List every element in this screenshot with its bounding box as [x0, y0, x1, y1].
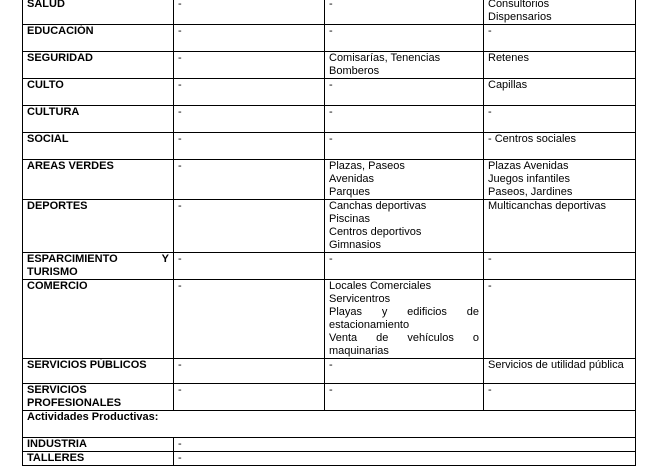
table-row: [23, 25, 636, 52]
value-cell-col2: [174, 359, 325, 384]
category-cell: [23, 52, 174, 79]
category-label: SALUD: [27, 0, 65, 10]
category-label: SERVICIOS PÚBLICOS: [27, 359, 147, 371]
category-cell: [23, 0, 174, 25]
value-cell-col4: [484, 133, 636, 160]
category-label: SOCIAL: [27, 133, 69, 145]
cell-line: Playas y edificios de: [329, 306, 479, 318]
cell-line: Bomberos: [329, 65, 380, 77]
cell-line: -: [178, 79, 182, 91]
value-cell-col2: [174, 253, 325, 280]
category-label: SEGURIDAD: [27, 52, 94, 64]
value-cell-col4: [484, 200, 636, 253]
cell-line: Locales Comerciales: [329, 280, 432, 292]
value-cell-col4: [484, 79, 636, 106]
cell-line: -: [329, 384, 333, 396]
category-cell: [23, 25, 174, 52]
value-cell-col2: [174, 133, 325, 160]
category-cell: [23, 106, 174, 133]
cell-line: Paseos, Jardines: [488, 186, 573, 198]
section-header-row: [23, 411, 636, 438]
cell-line: Comisarías, Tenencias: [329, 52, 441, 64]
cell-line: estacionamiento: [329, 319, 410, 331]
cell-line: -: [178, 106, 182, 118]
table-row: [23, 52, 636, 79]
cell-line: -: [488, 106, 492, 118]
table-row: [23, 0, 636, 25]
category-cell: [23, 133, 174, 160]
value-cell-col2: [174, 25, 325, 52]
cell-line: -: [178, 0, 182, 10]
cell-line: -: [178, 160, 182, 172]
category-label: ESPARCIMIENTO Y TURISMO: [27, 253, 169, 278]
cell-line: Consultorios: [488, 0, 550, 10]
value-cell-col3: [325, 253, 484, 280]
value-cell-col3: [325, 0, 484, 25]
value-cell-col2: [174, 106, 325, 133]
table-row: [23, 79, 636, 106]
value-cell-col4: [484, 384, 636, 411]
cell-line: Plazas, Paseos: [329, 160, 405, 172]
cell-line: maquinarias: [329, 345, 389, 357]
category-label: SERVICIOS PROFESIONALES: [27, 384, 122, 409]
value-cell-col3: [325, 106, 484, 133]
value-cell-col3: [325, 160, 484, 200]
table-row: [23, 253, 636, 280]
cell-line: -: [178, 253, 182, 265]
value-cell-col2: [174, 52, 325, 79]
category-label: COMERCIO: [27, 280, 88, 292]
cell-line: Dispensarios: [488, 11, 552, 23]
value-cell-col4: [484, 359, 636, 384]
cell-line: -: [488, 280, 492, 292]
value-cell-col4: [484, 106, 636, 133]
table-row: [23, 280, 636, 359]
cell-line: Multicanchas deportivas: [488, 200, 607, 212]
cell-line: - Centros sociales: [488, 133, 577, 145]
value-cell-col3: [325, 79, 484, 106]
cell-line: -: [329, 25, 333, 37]
value-cell-col3: [325, 52, 484, 79]
category-cell: [23, 160, 174, 200]
cell-line: Gimnasios: [329, 239, 381, 251]
cell-line: Capillas: [488, 79, 528, 91]
table-row: [23, 133, 636, 160]
section-header: Actividades Productivas:: [23, 411, 636, 438]
category-cell: [23, 384, 174, 411]
value-cell-col4: [484, 0, 636, 25]
value-cell-col2: -: [174, 452, 636, 466]
table-row: [23, 452, 636, 466]
value-cell-col3: [325, 384, 484, 411]
land-use-table: [22, 0, 636, 466]
cell-line: Avenidas: [329, 173, 375, 185]
value-cell-col2: [174, 280, 325, 359]
table-row: [23, 106, 636, 133]
cell-line: -: [329, 106, 333, 118]
value-cell-col4: [484, 52, 636, 79]
cell-line: -: [329, 79, 333, 91]
value-cell-col2: [174, 0, 325, 25]
cell-line: Plazas Avenidas: [488, 160, 569, 172]
category-cell: TALLERES: [23, 452, 174, 466]
value-cell-col3: [325, 280, 484, 359]
cell-line: -: [178, 384, 182, 396]
value-cell-col3: [325, 359, 484, 384]
value-cell-col4: [484, 253, 636, 280]
value-cell-col2: [174, 384, 325, 411]
cell-line: Servicentros: [329, 293, 391, 305]
cell-line: -: [178, 200, 182, 212]
value-cell-col2: -: [174, 438, 636, 452]
cell-line: -: [488, 25, 492, 37]
value-cell-col3: [325, 25, 484, 52]
table-row: [23, 438, 636, 452]
cell-line: Centros deportivos: [329, 226, 422, 238]
value-cell-col3: [325, 200, 484, 253]
cell-line: -: [178, 133, 182, 145]
category-label: CULTO: [27, 79, 64, 91]
cell-line: Juegos infantiles: [488, 173, 570, 185]
value-cell-col2: [174, 79, 325, 106]
category-cell: [23, 79, 174, 106]
category-cell: [23, 280, 174, 359]
value-cell-col4: [484, 25, 636, 52]
value-cell-col3: [325, 133, 484, 160]
value-cell-col2: [174, 200, 325, 253]
cell-line: -: [488, 384, 492, 396]
cell-line: -: [488, 253, 492, 265]
cell-line: Piscinas: [329, 213, 370, 225]
cell-line: -: [329, 359, 333, 371]
value-cell-col4: [484, 280, 636, 359]
category-label: CULTURA: [27, 106, 80, 118]
table-row: [23, 200, 636, 253]
category-cell: [23, 200, 174, 253]
category-cell: [23, 253, 174, 280]
value-cell-col2: [174, 160, 325, 200]
cell-line: -: [178, 359, 182, 371]
cell-line: Servicios de utilidad pública: [488, 359, 624, 371]
category-label: AREAS VERDES: [27, 160, 114, 172]
cell-line: -: [178, 52, 182, 64]
category-cell: [23, 359, 174, 384]
table-row: [23, 160, 636, 200]
category-label: EDUCACIÓN: [27, 25, 94, 37]
cell-line: Retenes: [488, 52, 529, 64]
cell-line: -: [178, 25, 182, 37]
cell-line: -: [329, 133, 333, 145]
cell-line: Canchas deportivas: [329, 200, 427, 212]
category-label: DEPORTES: [27, 200, 88, 212]
table-row: [23, 359, 636, 384]
cell-line: Venta de vehículos o: [329, 332, 479, 344]
cell-line: -: [329, 253, 333, 265]
table-row: [23, 384, 636, 411]
category-cell: INDUSTRIA: [23, 438, 174, 452]
cell-line: Parques: [329, 186, 370, 198]
cell-line: -: [329, 0, 333, 10]
value-cell-col4: [484, 160, 636, 200]
cell-line: -: [178, 280, 182, 292]
